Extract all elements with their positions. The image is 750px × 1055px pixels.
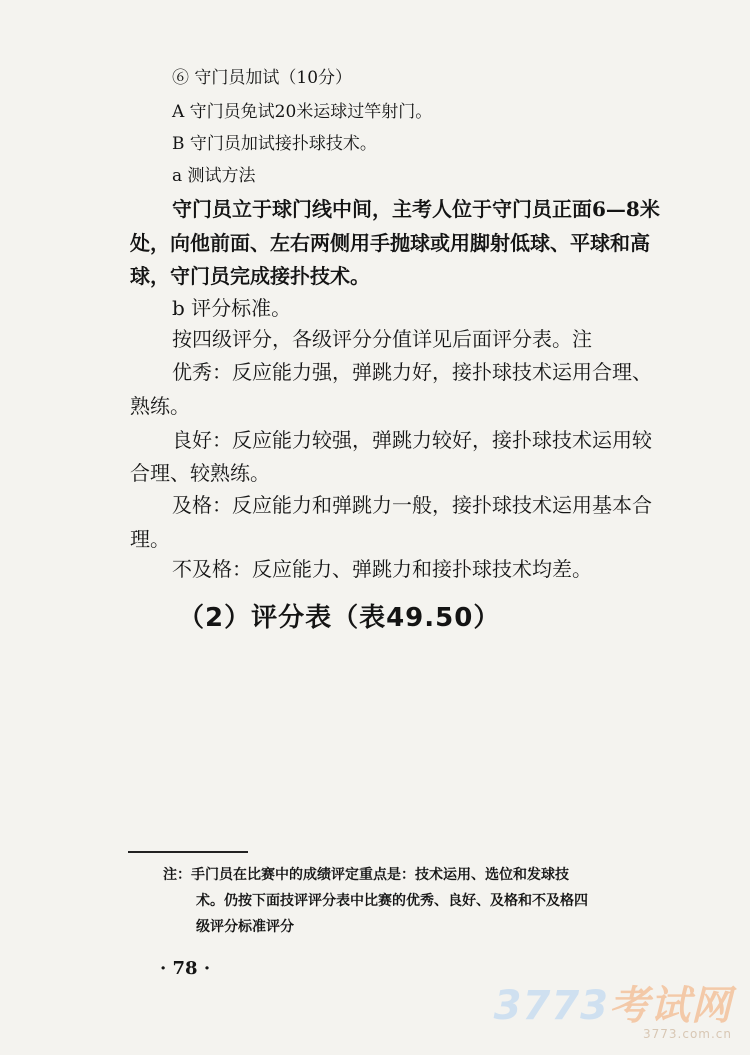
grade-fail: 不及格：反应能力、弹跳力和接扑球技术均差。 [172, 557, 592, 581]
paragraph-line: 按四级评分，各级评分分值详见后面评分表。注 [172, 327, 592, 351]
paragraph-line: 守门员立于球门线中间，主考人位于守门员正面6—8米 [172, 197, 660, 221]
paragraph-line: 处，向他前面、左右两侧用手抛球或用脚射低球、平球和高 [130, 231, 650, 255]
item-a: A 守门员免试20米运球过竿射门。 [172, 102, 433, 122]
paragraph-line: 合理、较熟练。 [130, 461, 270, 485]
paragraph-line: 熟练。 [130, 394, 190, 418]
watermark-number: 3773 [493, 983, 609, 1029]
subsection-title: ⑥ 守门员加试（10分） [172, 68, 353, 88]
section-heading: （2）评分表（表49.50） [178, 603, 501, 633]
paragraph-line: 球，守门员完成接扑技术。 [130, 264, 370, 288]
item-b: B 守门员加试接扑球技术。 [172, 134, 377, 154]
watermark-logo [494, 985, 732, 1027]
watermark-text: 考试网 [609, 983, 732, 1029]
item-b-lower: b 评分标准。 [172, 296, 292, 320]
footnote-line: 注：手门员在比赛中的成绩评定重点是：技术运用、选位和发球技 [163, 867, 569, 883]
paragraph-line: 理。 [130, 527, 170, 551]
grade-pass: 及格：反应能力和弹跳力一般，接扑球技术运用基本合 [172, 493, 652, 517]
footnote-line: 术。仍按下面技评评分表中比赛的优秀、良好、及格和不及格四 [196, 893, 588, 909]
page-number: · 78 · [160, 958, 211, 979]
grade-excellent: 优秀：反应能力强，弹跳力好，接扑球技术运用合理、 [172, 360, 652, 384]
grade-good: 良好：反应能力较强，弹跳力较好，接扑球技术运用较 [172, 428, 652, 452]
watermark-url: 3773.com.cn [643, 1027, 732, 1041]
watermark [494, 985, 732, 1041]
footnote-line: 级评分标准评分 [196, 919, 294, 935]
footnote-divider [128, 851, 248, 853]
item-a-lower: a 测试方法 [172, 166, 256, 186]
